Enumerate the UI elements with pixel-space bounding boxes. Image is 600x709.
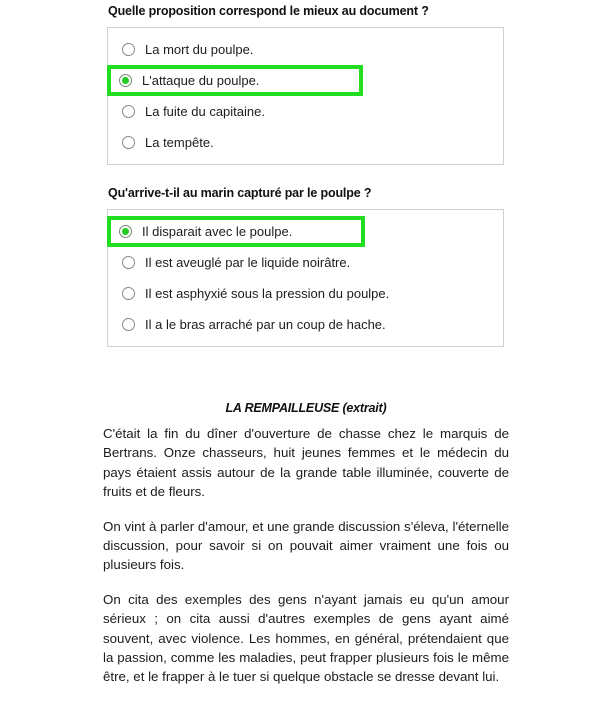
option-label: L'attaque du poulpe. <box>142 72 260 88</box>
option-label: Il est asphyxié sous la pression du poulpe. <box>145 285 390 301</box>
option-label: La fuite du capitaine. <box>145 103 265 119</box>
radio-unchecked-icon[interactable] <box>122 105 135 118</box>
question-block-1 <box>107 4 504 165</box>
option-label: Il est aveuglé par le liquide noirâtre. <box>145 254 351 270</box>
option-label: Il disparait avec le poulpe. <box>142 223 293 239</box>
radio-checked-icon[interactable] <box>119 74 132 87</box>
passage-paragraph: On vint à parler d'amour, et une grande discussion s'éleva, l'éternelle discussion, pour savoir si on pouvait aimer vraiment une fois ou plusieurs fois. <box>103 518 509 573</box>
passage-paragraph: On cita des exemples des gens n'ayant jamais eu qu'un amour sérieux ; on cita aussi d'autres exemples de gens ayant aimé souvent, avec violence. Les hommes, en général, prétendaient que la passion, comme les maladies, peut frapper plusieurs fois le même être, et le frapper à le tuer si quelque obstacle se dresse devant lui. <box>103 591 509 685</box>
radio-unchecked-icon[interactable] <box>122 318 135 331</box>
option-row[interactable] <box>107 278 503 309</box>
question-title: Qu'arrive-t-il au marin capturé par le poulpe ? <box>108 186 372 200</box>
option-label: La tempête. <box>145 134 214 150</box>
options-list <box>107 27 504 165</box>
option-row[interactable] <box>107 247 503 278</box>
option-label: Il a le bras arraché par un coup de hache. <box>145 316 386 332</box>
radio-unchecked-icon[interactable] <box>122 43 135 56</box>
question-title: Quelle proposition correspond le mieux au document ? <box>108 4 429 18</box>
option-row[interactable] <box>107 34 503 65</box>
option-row[interactable] <box>107 96 503 127</box>
radio-checked-icon[interactable] <box>119 225 132 238</box>
passage-title: LA REMPAILLEUSE (extrait) <box>225 401 387 415</box>
radio-unchecked-icon[interactable] <box>122 256 135 269</box>
question-block-2 <box>107 186 504 347</box>
option-row-selected[interactable] <box>107 65 363 96</box>
option-row[interactable] <box>107 127 503 158</box>
radio-unchecked-icon[interactable] <box>122 136 135 149</box>
option-row-selected[interactable] <box>107 216 365 247</box>
option-label: La mort du poulpe. <box>145 41 254 57</box>
option-row[interactable] <box>107 309 503 340</box>
options-list <box>107 209 504 347</box>
reading-passage <box>103 401 509 687</box>
passage-paragraph: C'était la fin du dîner d'ouverture de chasse chez le marquis de Bertrans. Onze chasseurs, huit jeunes femmes et le médecin du pays étaient assis autour de la grande table illuminée, couverte de fruits et de fleurs. <box>103 426 509 500</box>
radio-unchecked-icon[interactable] <box>122 287 135 300</box>
